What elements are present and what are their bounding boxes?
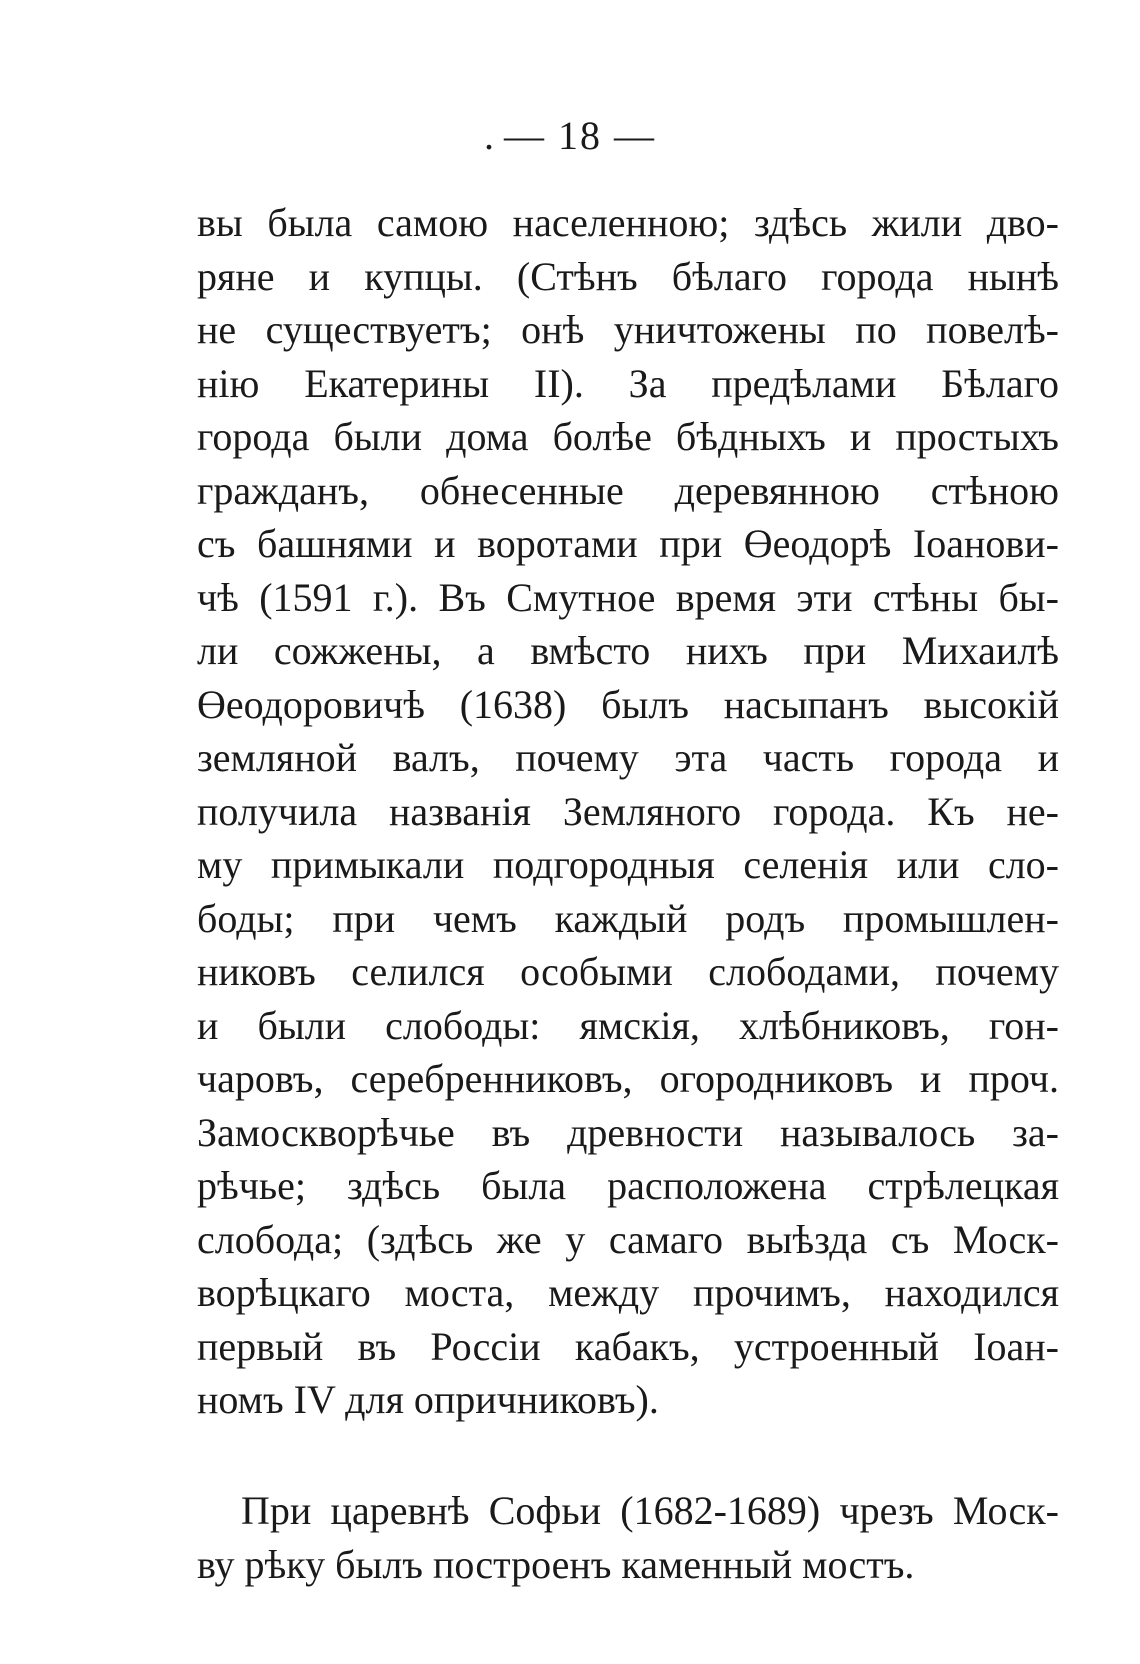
- text-line: му примыкали подгородныя селенія или сло-: [197, 842, 1059, 887]
- text-line: чаровъ, серебренниковъ, огородниковъ и проч.: [197, 1056, 1059, 1101]
- text-line: съ башнями и воротами при Өеодорѣ Іоанови-: [197, 521, 1059, 566]
- text-line: Замоскворѣчье въ древности называлось за-: [197, 1109, 1059, 1155]
- text-line: первый въ Россіи кабакъ, устроенный Іоан-: [197, 1323, 1059, 1369]
- text-line: города были дома болѣе бѣдныхъ и простыхъ: [197, 414, 1059, 459]
- text-line: никовъ селился особыми слободами, почему: [197, 949, 1059, 994]
- text-line: ву рѣку былъ построенъ каменный мостъ.: [197, 1541, 915, 1587]
- text-line: При царевнѣ Софьи (1682-1689) чрезъ Моск-: [241, 1488, 1059, 1533]
- text-line: ряне и купцы. (Стѣнъ бѣлаго города нынѣ: [197, 253, 1059, 299]
- page-number: [0, 112, 1140, 159]
- text-line: не существуетъ; онѣ уничтожены по повелѣ-: [197, 307, 1059, 352]
- text-line: чѣ (1591 г.). Въ Смутное время эти стѣны бы-: [197, 574, 1059, 620]
- text-line: слобода; (здѣсь же у самаго выѣзда съ Моск-: [197, 1216, 1059, 1262]
- text-line: земляной валъ, почему эта часть города и: [197, 735, 1059, 780]
- page-number-dot: .: [484, 113, 496, 158]
- text-line: ли сожжены, а вмѣсто нихъ при Михаилѣ: [197, 628, 1059, 673]
- text-line: гражданъ, обнесенные деревянною стѣною: [197, 467, 1059, 513]
- main-paragraph: [197, 196, 1059, 1427]
- text-line: ворѣцкаго моста, между прочимъ, находился: [197, 1270, 1059, 1315]
- text-line: номъ IV для опричниковъ).: [197, 1377, 659, 1422]
- second-paragraph: [197, 1484, 1059, 1591]
- page-number-text: — 18 —: [504, 113, 656, 158]
- text-line: и были слободы: ямскія, хлѣбниковъ, гон-: [197, 1002, 1059, 1048]
- text-line: рѣчье; здѣсь была расположена стрѣлецкая: [197, 1163, 1059, 1208]
- text-line: нію Екатерины II). За предѣлами Бѣлаго: [197, 360, 1059, 406]
- text-line: вы была самою населенною; здѣсь жили дво-: [197, 200, 1059, 245]
- text-line: получила названія Земляного города. Къ не-: [197, 788, 1059, 834]
- text-line: Өеодоровичѣ (1638) былъ насыпанъ высокій: [197, 681, 1059, 727]
- text-line: боды; при чемъ каждый родъ промышлен-: [197, 895, 1059, 941]
